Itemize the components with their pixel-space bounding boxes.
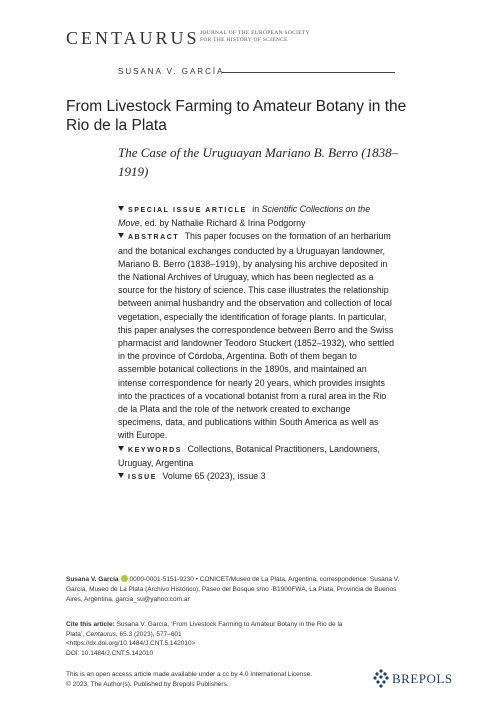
publisher-name: BREPOLS — [392, 671, 453, 686]
keywords-entry — [118, 443, 396, 470]
cite-text-a: Susana V. García, ‘From Livestock Farming to Amateur Botany in the Rio de la Plata’, — [66, 621, 343, 638]
cite-doi[interactable]: DOI: 10.1484/J.CNT.5.142010 — [66, 649, 154, 657]
license-block — [66, 670, 366, 689]
author-header — [118, 66, 395, 78]
special-issue-entry — [118, 203, 396, 230]
journal-masthead — [66, 28, 436, 48]
citation-text — [66, 620, 356, 649]
society-line-2: FOR THE HISTORY OF SCIENCE — [200, 37, 288, 43]
society-line-1: JOURNAL OF THE EUROPEAN SOCIETY — [200, 30, 310, 36]
article-meta — [118, 203, 396, 484]
issue-entry — [118, 470, 396, 484]
special-issue-in: in — [252, 204, 260, 214]
publisher-logo — [372, 667, 453, 689]
cite-text-b: , 65.3 (2023), 577–601 — [115, 630, 182, 638]
society-name — [200, 30, 360, 44]
keywords-text: Collections, Botanical Practitioners, Landowners, Uruguay, Argentina — [118, 443, 380, 468]
special-issue-editors: , ed. by Nathalie Richard & Irina Podgorny — [139, 218, 306, 229]
abstract-text: This paper focuses on the formation of an herbarium and the botanical exchanges conducted by a Uruguayan landowner, Mariano B. Berro (1838–1919), by analysing his archive deposited in the National Archives of Uruguay, which has been neglected as a source for the history of science. This case illustrates the relationship between animal husbandry and the observation and collection of local vegetation, especially the identification of forage plants. In particular, this paper analyses the correspondence between Berro and the Swiss pharmacist and landowner Teodoro Stuckert (1852–1932), who settled in the province of Córdoba, Argentina. Both of them began to assemble botanical collections in the 1890s, and maintained an intense correspondence for nearly 20 years, which provides insights into the practices of a vocational botanist from a rural area in the Rio de la Plata and the role of the network created to exchange specimens, data, and publications within South America as well as with Europe. — [118, 231, 395, 441]
license-line-1: This is an open access article made available under a cc by 4.0 International License. — [66, 671, 313, 678]
orcid-icon[interactable] — [121, 575, 128, 582]
author-header-name: SUSANA V. GARCÍA — [118, 67, 225, 76]
footnote-orcid[interactable]: 0000-0001-5151-9230 — [129, 576, 194, 583]
footnote-affiliation: • CONICET/Museo de La Plata, Argentina, correspondence: Susana V. García, Museo de La Plata (Archivo Histórico), Paseo del Bosque s/no -B1900FWA, La Plata, Provincia de Buenos Aires, Argentina, garcia_su@yahoo.com.ar — [66, 576, 400, 604]
keywords-label: KEYWORDS — [128, 446, 183, 454]
special-issue-collection: Scientific Collections on the Move — [118, 204, 371, 229]
article-title: From Livestock Farming to Amateur Botany in the Rio de la Plata — [66, 98, 407, 134]
cite-label: Cite this article: — [66, 621, 115, 628]
cite-url[interactable]: <https://dx.doi.org/10.1484/J.CNT.5.142010> — [66, 640, 196, 648]
abstract-entry — [118, 230, 396, 442]
triangle-bullet-icon — [118, 206, 124, 211]
article-subtitle: The Case of the Uruguayan Mariano B. Berro (1838–1919) — [118, 145, 399, 179]
brepols-emblem-icon — [372, 667, 390, 689]
triangle-bullet-icon — [118, 233, 124, 238]
issue-text: Volume 65 (2023), issue 3 — [162, 471, 266, 482]
abstract-label: ABSTRACT — [128, 234, 180, 242]
footnote-author-name: Susana V. García — [66, 576, 119, 583]
special-issue-label: SPECIAL ISSUE ARTICLE — [128, 207, 247, 214]
citation-block — [66, 620, 356, 658]
triangle-bullet-icon — [118, 446, 124, 451]
journal-name: CENTAURUS — [66, 28, 200, 48]
issue-label: ISSUE — [128, 474, 158, 482]
cite-journal: Centaurus — [85, 630, 116, 638]
author-footnote — [66, 575, 402, 606]
triangle-bullet-icon — [118, 473, 124, 478]
author-header-rule — [222, 72, 395, 73]
license-line-2: © 2023, The Author(s). Published by Brepols Publishers. — [66, 680, 229, 688]
